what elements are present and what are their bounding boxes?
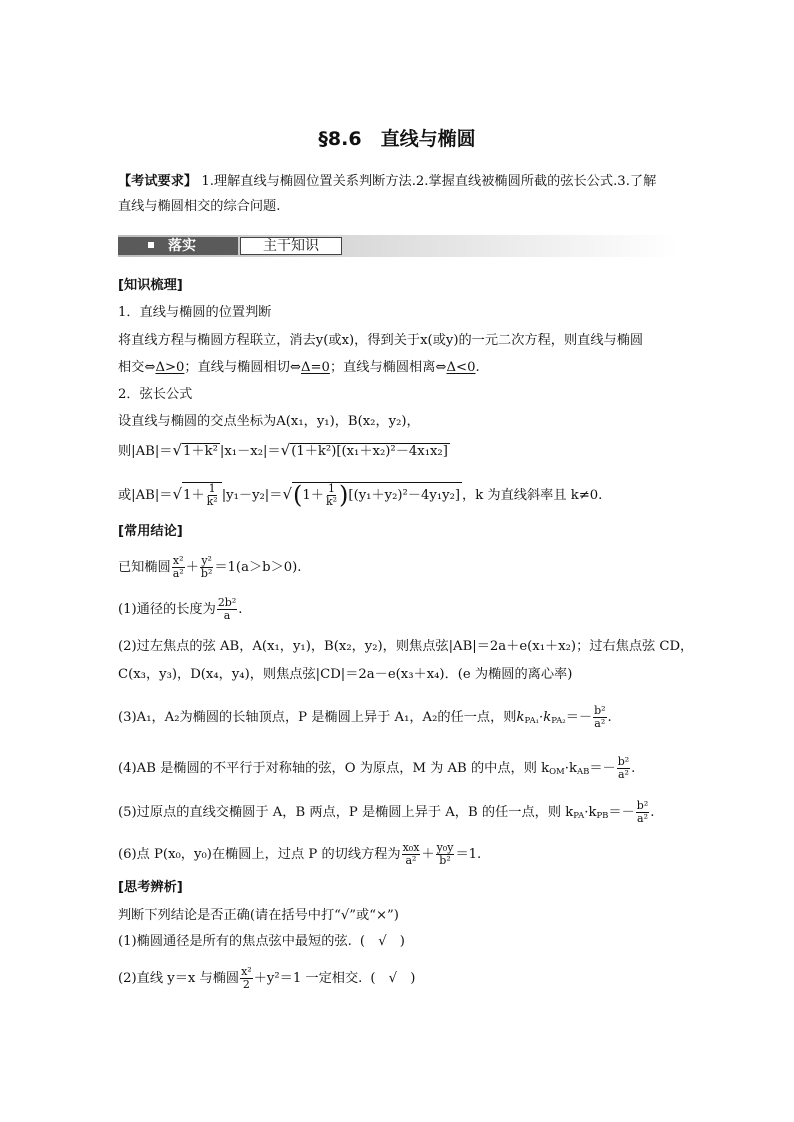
delta-zero: Δ=0 xyxy=(300,360,330,375)
right-paren: ) xyxy=(339,481,349,509)
c4-sub1: OM xyxy=(549,767,565,777)
thinking-question-1 xyxy=(118,932,680,952)
intro-a: 已知椭圆 xyxy=(118,560,171,575)
frac-num: b² xyxy=(617,755,630,768)
frac-x2-2 xyxy=(240,966,253,991)
one-plus: 1＋ xyxy=(183,488,205,503)
thinking-intro: 判断下列结论是否正确(请在括号中打“√”或“×”) xyxy=(118,908,399,923)
c6-end: ＝1. xyxy=(455,847,482,862)
frac-den: a² xyxy=(172,567,184,580)
frac-num: 2b² xyxy=(217,596,237,609)
c1-end: . xyxy=(238,602,243,617)
frac-num: x₀x xyxy=(402,841,420,854)
chord-formula-y xyxy=(118,482,680,508)
formula-x-radicand1: 1＋k² xyxy=(183,444,218,459)
formula-y-radicand1 xyxy=(182,482,222,508)
left-paren: ( xyxy=(293,481,303,509)
c3-end: . xyxy=(607,710,612,725)
radical-sign: √ xyxy=(172,485,183,503)
section-band xyxy=(118,235,678,257)
radical-sign: √ xyxy=(280,441,291,459)
frac-den: k² xyxy=(325,495,338,508)
frac-num: 1 xyxy=(208,482,216,495)
conclusion-4 xyxy=(118,756,680,781)
frac-1-over-k2 xyxy=(206,483,219,508)
c6-text: (6)点 P(x₀，y₀)在椭圆上，过点 P 的切线方程为 xyxy=(118,847,401,862)
frac-den: b² xyxy=(439,854,451,867)
plus-sign: ＋ xyxy=(421,847,435,862)
c4-eq: ＝－ xyxy=(589,761,616,776)
thinking-heading: [思考辨析] xyxy=(118,880,183,895)
frac-b2-a2 xyxy=(593,705,606,730)
formula-y-text-d: ，k 为直线斜率且 k≠0. xyxy=(462,488,603,503)
knowledge-heading: [知识梳理] xyxy=(118,278,183,293)
page-title: §8.6 直线与椭圆 xyxy=(318,128,476,150)
c5-end: . xyxy=(650,805,655,820)
radical-sign: √ xyxy=(282,485,293,503)
frac-x2-a2 xyxy=(172,555,185,580)
conclusion-3 xyxy=(118,705,680,730)
frac-num: 1 xyxy=(328,482,335,495)
square-bullet-icon xyxy=(148,242,154,248)
thinking-question-2 xyxy=(118,966,680,991)
s1-text-e: ；直线与椭圆相离⇔ xyxy=(329,360,447,375)
formula-y-text-a: 或|AB|＝ xyxy=(118,488,173,503)
exam-requirements-text1: 1.理解直线与椭圆位置关系判断方法.2.掌握直线被椭圆所截的弦长公式.3.了解 xyxy=(201,174,657,189)
c4-sub2: AB xyxy=(576,767,590,777)
formula-x-text-a: 则|AB|＝ xyxy=(118,444,173,459)
plus-sign: ＋ xyxy=(185,560,199,575)
frac-y0y-b2 xyxy=(436,842,455,867)
s2-title: 2．弦长公式 xyxy=(118,387,193,402)
formula-x-radicand2: (1＋k²)[(x₁＋x₂)²－4x₁x₂] xyxy=(291,444,448,459)
delta-positive: Δ>0 xyxy=(155,360,185,375)
section-band-right: 主干知识 xyxy=(240,237,342,255)
c3-eq: ＝－ xyxy=(565,710,593,725)
frac-num: b² xyxy=(636,799,649,812)
frac-b2-a2 xyxy=(636,800,649,825)
conclusion-2-line2: C(x₃，y₃)，D(x₄，y₄)，则焦点弦|CD|＝2a－e(x₃＋x₄)．(e 为椭圆的离心率) xyxy=(118,667,573,682)
q2-text-b: ＋y²＝1 一定相交. xyxy=(253,971,363,986)
conclusions-heading: [常用结论] xyxy=(118,524,183,539)
c5-k2: ·k xyxy=(584,805,597,820)
s1-text-c: ；直线与椭圆相切⇔ xyxy=(184,360,301,375)
q1-answer: ( √ ) xyxy=(359,934,405,949)
q2-text-a: (2)直线 y＝x 与椭圆 xyxy=(118,971,240,986)
frac-num: y² xyxy=(201,554,212,567)
formula-y-radicand2 xyxy=(292,482,462,508)
formula-y-tail: [(y₁＋y₂)²－4y₁y₂] xyxy=(348,488,461,503)
s1-text-g: . xyxy=(475,360,480,375)
delta-negative: Δ<0 xyxy=(446,360,476,375)
c4-k2: ·k xyxy=(564,761,577,776)
intro-b: ＝1(a＞b＞0). xyxy=(214,560,302,575)
s2-paragraph: 设直线与椭圆的交点坐标为A(x₁，y₁)，B(x₂，y₂)， xyxy=(118,414,420,429)
frac-x0x-a2 xyxy=(402,842,421,867)
c3-k2: ·k xyxy=(539,710,552,725)
frac-den: a² xyxy=(617,768,629,781)
c5-eq: ＝－ xyxy=(608,805,635,820)
q1-text: (1)椭圆通径是所有的焦点弦中最短的弦. xyxy=(118,934,352,949)
s1-paragraph-line1: 将直线方程与椭圆方程联立，消去y(或x)，得到关于x(或y)的一元二次方程，则直线与椭圆 xyxy=(118,333,644,348)
frac-1-over-k2 xyxy=(325,483,338,508)
frac-2b2-a xyxy=(217,597,237,622)
frac-num: b² xyxy=(594,704,606,717)
exam-requirements-line2: 直线与椭圆相交的综合问题. xyxy=(118,199,281,214)
frac-num: x² xyxy=(172,554,184,567)
c4-end: . xyxy=(631,761,636,776)
frac-den: a² xyxy=(594,717,606,730)
exam-requirements-label: 【考试要求】 xyxy=(118,174,198,189)
s1-paragraph-line2 xyxy=(118,358,680,378)
frac-num: x² xyxy=(241,965,252,978)
formula-y-text-b: |y₁－y₂|＝ xyxy=(221,488,283,503)
c5-sub2: PB xyxy=(596,811,609,821)
c3-sub2: PA₂ xyxy=(551,716,566,726)
frac-den: a² xyxy=(405,854,417,867)
conclusion-5 xyxy=(118,800,680,825)
c3-text: (3)A₁，A₂为椭圆的长轴顶点，P 是椭圆上异于 A₁，A₂的任一点，则 xyxy=(118,710,517,725)
conclusion-6 xyxy=(118,842,680,867)
s1-title: 1．直线与椭圆的位置判断 xyxy=(118,305,272,320)
section-band-left-label: 落实 xyxy=(168,238,196,254)
frac-den: k² xyxy=(206,495,218,508)
one-plus: 1＋ xyxy=(302,488,324,503)
frac-den: 2 xyxy=(242,978,250,991)
c4-text: (4)AB 是椭圆的不平行于对称轴的弦，O 为原点，M 为 AB 的中点，则 k xyxy=(118,761,550,776)
s1-text-a: 相交⇔ xyxy=(118,360,156,375)
q2-answer: ( √ ) xyxy=(370,971,416,986)
frac-den: a² xyxy=(637,812,648,825)
c5-text: (5)过原点的直线交椭圆于 A，B 两点，P 是椭圆上异于 A，B 的任一点，则 k xyxy=(118,805,574,820)
conclusion-intro xyxy=(118,555,680,580)
exam-requirements-line1 xyxy=(118,172,680,192)
frac-y2-b2 xyxy=(200,555,213,580)
frac-b2-a2 xyxy=(617,756,630,781)
c1-text: (1)通径的长度为 xyxy=(118,602,216,617)
chord-formula-x xyxy=(118,440,680,462)
conclusion-1 xyxy=(118,597,680,622)
formula-x-text-c: |x₁－x₂|＝ xyxy=(219,444,281,459)
frac-den: b² xyxy=(200,567,213,580)
frac-den: a xyxy=(223,609,231,622)
frac-num: y₀y xyxy=(436,841,454,854)
c3-k: k xyxy=(516,710,525,725)
section-band-left xyxy=(118,237,238,255)
c3-sub1: PA₁ xyxy=(524,716,539,726)
c5-sub1: PA xyxy=(573,811,585,821)
conclusion-2-line1: (2)过左焦点的弦 AB，A(x₁，y₁)，B(x₂，y₂)，则焦点弦|AB|＝2a＋e(x₁＋x₂)；过右焦点弦 CD， xyxy=(118,639,694,654)
radical-sign: √ xyxy=(172,441,183,459)
